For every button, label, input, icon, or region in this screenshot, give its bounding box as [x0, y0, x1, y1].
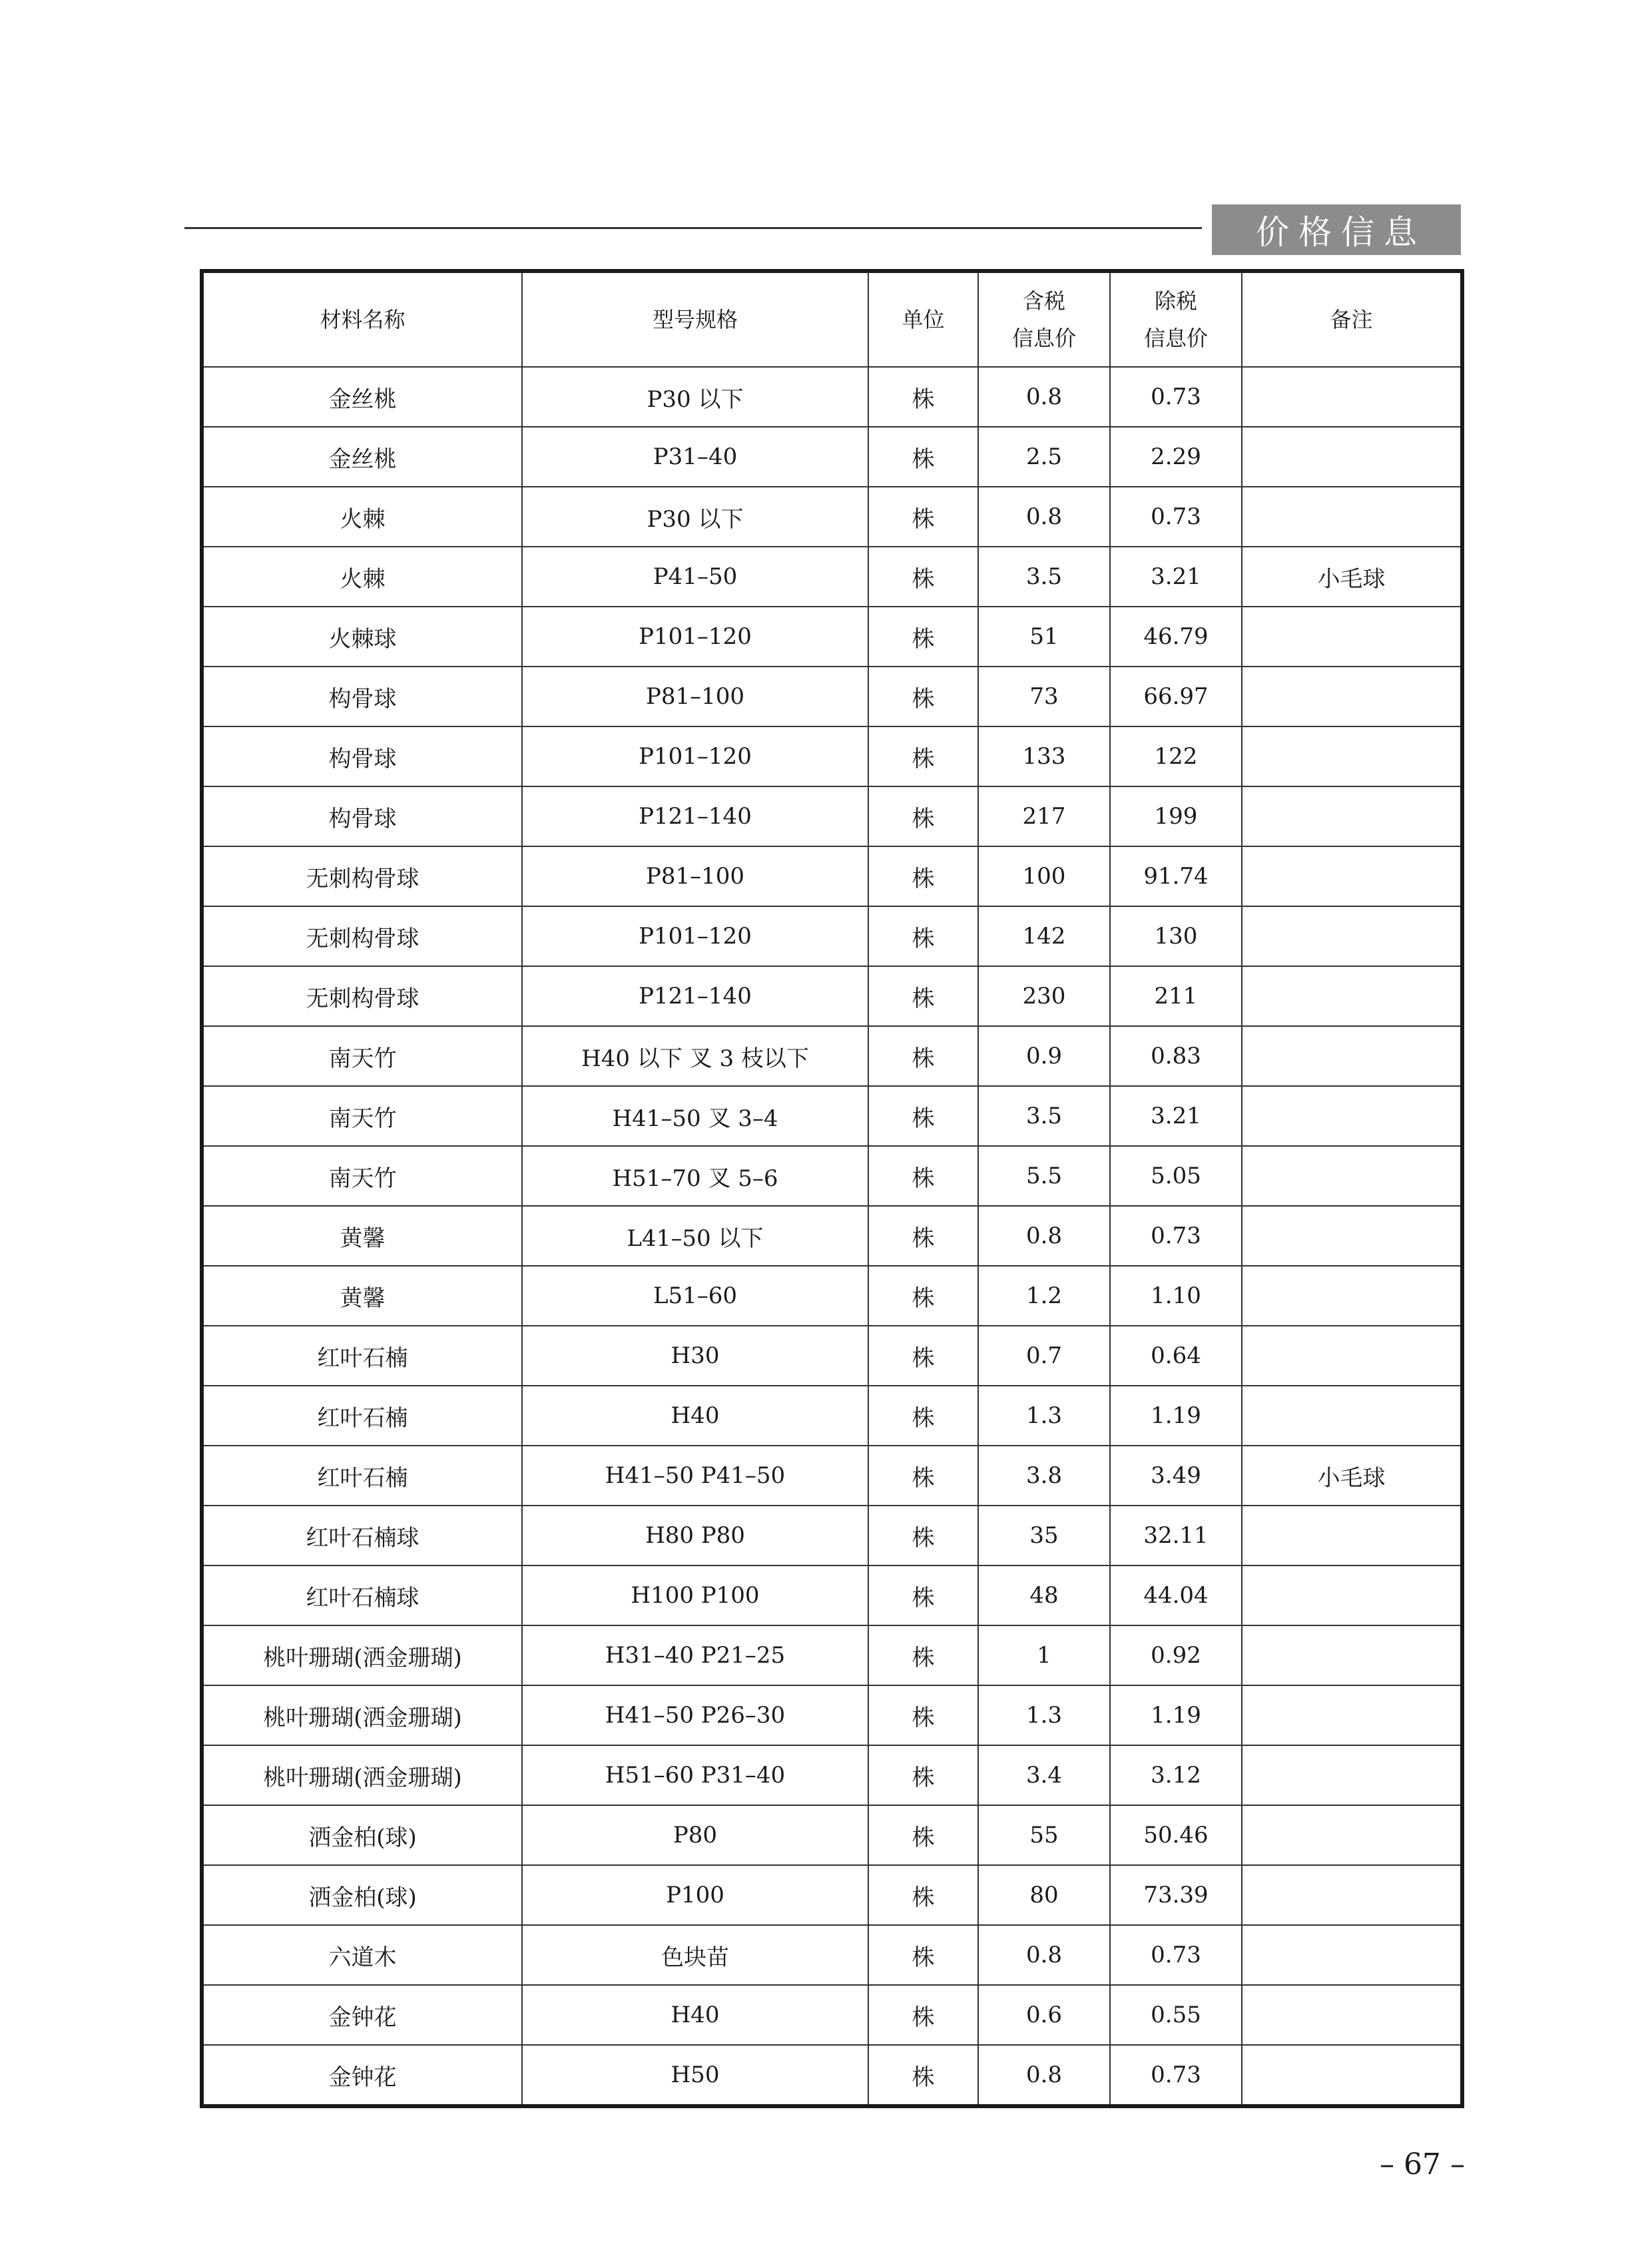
cell-tax-excluded-price: 0.73	[1110, 367, 1242, 427]
cell-tax-excluded-price: 130	[1110, 906, 1242, 966]
table-row	[202, 607, 1462, 667]
cell-name: 南天竹	[202, 1086, 522, 1146]
cell-tax-included-price: 5.5	[978, 1146, 1110, 1206]
cell-name: 洒金柏(球)	[202, 1865, 522, 1925]
cell-name: 红叶石楠	[202, 1326, 522, 1386]
cell-name: 南天竹	[202, 1146, 522, 1206]
cell-tax-included-price: 0.6	[978, 1985, 1110, 2045]
cell-name: 桃叶珊瑚(洒金珊瑚)	[202, 1625, 522, 1685]
cell-spec: H51–70 叉 5–6	[522, 1146, 868, 1206]
section-label: 价格信息	[1212, 204, 1461, 255]
cell-note	[1242, 607, 1462, 667]
cell-unit: 株	[868, 786, 978, 846]
table-row	[202, 1326, 1462, 1386]
cell-tax-excluded-price: 0.73	[1110, 487, 1242, 547]
cell-unit: 株	[868, 1745, 978, 1805]
price-table	[200, 269, 1464, 2108]
cell-name: 火棘	[202, 547, 522, 607]
table-row	[202, 1565, 1462, 1625]
cell-tax-included-price: 48	[978, 1565, 1110, 1625]
cell-tax-included-price: 80	[978, 1865, 1110, 1925]
cell-unit: 株	[868, 427, 978, 487]
cell-tax-excluded-price: 32.11	[1110, 1506, 1242, 1565]
header-tax-included-line2: 信息价	[1011, 326, 1076, 351]
page-number: – 67 –	[1380, 2147, 1465, 2181]
cell-tax-excluded-price: 91.74	[1110, 846, 1242, 906]
cell-note	[1242, 1745, 1462, 1805]
cell-note	[1242, 1326, 1462, 1386]
cell-spec: H41–50 P41–50	[522, 1446, 868, 1506]
cell-tax-excluded-price: 3.12	[1110, 1745, 1242, 1805]
cell-name: 红叶石楠球	[202, 1565, 522, 1625]
table-row	[202, 547, 1462, 607]
cell-note	[1242, 1206, 1462, 1266]
cell-unit: 株	[868, 726, 978, 786]
cell-unit: 株	[868, 607, 978, 667]
header-name: 材料名称	[202, 271, 522, 367]
cell-tax-excluded-price: 0.64	[1110, 1326, 1242, 1386]
cell-tax-included-price: 0.8	[978, 1925, 1110, 1985]
cell-name: 南天竹	[202, 1026, 522, 1086]
cell-spec: P101–120	[522, 607, 868, 667]
cell-name: 红叶石楠球	[202, 1506, 522, 1565]
cell-name: 金丝桃	[202, 367, 522, 427]
cell-unit: 株	[868, 367, 978, 427]
header-rule	[184, 227, 1202, 229]
cell-tax-included-price: 3.5	[978, 1086, 1110, 1146]
cell-spec: H41–50 叉 3–4	[522, 1086, 868, 1146]
cell-tax-included-price: 2.5	[978, 427, 1110, 487]
header-spec: 型号规格	[522, 271, 868, 367]
cell-spec: P41–50	[522, 547, 868, 607]
cell-unit: 株	[868, 1865, 978, 1925]
cell-name: 金钟花	[202, 2045, 522, 2106]
table-row	[202, 846, 1462, 906]
header-note: 备注	[1242, 271, 1462, 367]
cell-tax-excluded-price: 1.10	[1110, 1266, 1242, 1326]
header-unit: 单位	[868, 271, 978, 367]
cell-unit: 株	[868, 1925, 978, 1985]
cell-spec: P121–140	[522, 966, 868, 1026]
cell-tax-excluded-price: 5.05	[1110, 1146, 1242, 1206]
cell-unit: 株	[868, 1805, 978, 1865]
cell-tax-included-price: 55	[978, 1805, 1110, 1865]
cell-note	[1242, 966, 1462, 1026]
cell-spec: H80 P80	[522, 1506, 868, 1565]
cell-tax-excluded-price: 1.19	[1110, 1386, 1242, 1446]
cell-spec: H51–60 P31–40	[522, 1745, 868, 1805]
cell-name: 火棘球	[202, 607, 522, 667]
cell-spec: P101–120	[522, 726, 868, 786]
cell-spec: P81–100	[522, 667, 868, 726]
cell-note	[1242, 1146, 1462, 1206]
cell-unit: 株	[868, 667, 978, 726]
cell-note	[1242, 367, 1462, 427]
cell-spec: L41–50 以下	[522, 1206, 868, 1266]
header-tax-included-price	[978, 271, 1110, 367]
cell-spec: H30	[522, 1326, 868, 1386]
cell-name: 红叶石楠	[202, 1386, 522, 1446]
cell-tax-included-price: 1.2	[978, 1266, 1110, 1326]
cell-tax-excluded-price: 0.73	[1110, 2045, 1242, 2106]
cell-tax-excluded-price: 3.49	[1110, 1446, 1242, 1506]
cell-tax-included-price: 1.3	[978, 1386, 1110, 1446]
table-row	[202, 1685, 1462, 1745]
cell-tax-excluded-price: 50.46	[1110, 1805, 1242, 1865]
table-row	[202, 427, 1462, 487]
table-row	[202, 1925, 1462, 1985]
cell-tax-included-price: 73	[978, 667, 1110, 726]
cell-tax-included-price: 0.8	[978, 367, 1110, 427]
cell-note	[1242, 1985, 1462, 2045]
table-row	[202, 1086, 1462, 1146]
cell-spec: H40	[522, 1386, 868, 1446]
cell-spec: H31–40 P21–25	[522, 1625, 868, 1685]
table-row	[202, 1026, 1462, 1086]
cell-note: 小毛球	[1242, 547, 1462, 607]
cell-tax-excluded-price: 3.21	[1110, 1086, 1242, 1146]
cell-tax-included-price: 0.8	[978, 487, 1110, 547]
cell-spec: H40 以下 叉 3 枝以下	[522, 1026, 868, 1086]
table-row	[202, 1446, 1462, 1506]
cell-unit: 株	[868, 487, 978, 547]
cell-unit: 株	[868, 1086, 978, 1146]
cell-tax-included-price: 0.8	[978, 1206, 1110, 1266]
cell-tax-excluded-price: 2.29	[1110, 427, 1242, 487]
cell-tax-included-price: 3.8	[978, 1446, 1110, 1506]
table-row	[202, 1985, 1462, 2045]
cell-name: 桃叶珊瑚(洒金珊瑚)	[202, 1745, 522, 1805]
cell-note	[1242, 1865, 1462, 1925]
cell-tax-excluded-price: 0.83	[1110, 1026, 1242, 1086]
cell-tax-excluded-price: 211	[1110, 966, 1242, 1026]
cell-name: 火棘	[202, 487, 522, 547]
table-row	[202, 1625, 1462, 1685]
cell-tax-included-price: 1.3	[978, 1685, 1110, 1745]
cell-tax-excluded-price: 0.73	[1110, 1206, 1242, 1266]
cell-unit: 株	[868, 1146, 978, 1206]
cell-tax-excluded-price: 199	[1110, 786, 1242, 846]
cell-name: 六道木	[202, 1925, 522, 1985]
cell-spec: L51–60	[522, 1266, 868, 1326]
cell-note	[1242, 726, 1462, 786]
cell-tax-excluded-price: 0.73	[1110, 1925, 1242, 1985]
table-header-row	[202, 271, 1462, 367]
header-tax-excluded-line1: 除税	[1154, 288, 1197, 314]
cell-name: 无刺构骨球	[202, 846, 522, 906]
cell-unit: 株	[868, 1446, 978, 1506]
table-row	[202, 966, 1462, 1026]
cell-tax-excluded-price: 46.79	[1110, 607, 1242, 667]
cell-spec: P30 以下	[522, 487, 868, 547]
table-row	[202, 1386, 1462, 1446]
cell-note	[1242, 906, 1462, 966]
cell-unit: 株	[868, 966, 978, 1026]
header-tax-included-line1: 含税	[1022, 288, 1065, 314]
cell-tax-excluded-price: 66.97	[1110, 667, 1242, 726]
table-row	[202, 487, 1462, 547]
cell-note	[1242, 1266, 1462, 1326]
table-row	[202, 1266, 1462, 1326]
cell-unit: 株	[868, 1985, 978, 2045]
cell-note	[1242, 427, 1462, 487]
table-row	[202, 1745, 1462, 1805]
cell-tax-included-price: 217	[978, 786, 1110, 846]
cell-name: 金丝桃	[202, 427, 522, 487]
table-row	[202, 906, 1462, 966]
table-row	[202, 367, 1462, 427]
cell-name: 黄馨	[202, 1266, 522, 1326]
cell-spec: P101–120	[522, 906, 868, 966]
cell-tax-excluded-price: 73.39	[1110, 1865, 1242, 1925]
cell-tax-included-price: 0.8	[978, 2045, 1110, 2106]
cell-tax-included-price: 0.7	[978, 1326, 1110, 1386]
cell-name: 构骨球	[202, 726, 522, 786]
cell-tax-included-price: 142	[978, 906, 1110, 966]
table-row	[202, 2045, 1462, 2106]
cell-note	[1242, 1805, 1462, 1865]
cell-note	[1242, 1565, 1462, 1625]
table-row	[202, 1805, 1462, 1865]
cell-tax-excluded-price: 122	[1110, 726, 1242, 786]
cell-tax-included-price: 133	[978, 726, 1110, 786]
cell-name: 红叶石楠	[202, 1446, 522, 1506]
cell-spec: P31–40	[522, 427, 868, 487]
cell-unit: 株	[868, 846, 978, 906]
cell-note	[1242, 846, 1462, 906]
cell-tax-included-price: 3.5	[978, 547, 1110, 607]
table-row	[202, 1865, 1462, 1925]
cell-name: 构骨球	[202, 786, 522, 846]
cell-note	[1242, 667, 1462, 726]
cell-name: 构骨球	[202, 667, 522, 726]
cell-note	[1242, 1086, 1462, 1146]
cell-name: 金钟花	[202, 1985, 522, 2045]
cell-unit: 株	[868, 1685, 978, 1745]
cell-note	[1242, 1625, 1462, 1685]
cell-spec: H50	[522, 2045, 868, 2106]
cell-note	[1242, 1925, 1462, 1985]
table-body	[202, 367, 1462, 2106]
cell-name: 黄馨	[202, 1206, 522, 1266]
cell-name: 洒金柏(球)	[202, 1805, 522, 1865]
cell-unit: 株	[868, 906, 978, 966]
cell-unit: 株	[868, 1506, 978, 1565]
table-row	[202, 1146, 1462, 1206]
cell-tax-included-price: 51	[978, 607, 1110, 667]
cell-note: 小毛球	[1242, 1446, 1462, 1506]
cell-unit: 株	[868, 1266, 978, 1326]
cell-tax-included-price: 3.4	[978, 1745, 1110, 1805]
table-row	[202, 786, 1462, 846]
cell-tax-included-price: 230	[978, 966, 1110, 1026]
cell-tax-excluded-price: 44.04	[1110, 1565, 1242, 1625]
cell-tax-excluded-price: 3.21	[1110, 547, 1242, 607]
cell-tax-excluded-price: 0.55	[1110, 1985, 1242, 2045]
header-tax-excluded-line2: 信息价	[1143, 326, 1208, 351]
cell-spec: P80	[522, 1805, 868, 1865]
cell-tax-excluded-price: 1.19	[1110, 1685, 1242, 1745]
cell-spec: P121–140	[522, 786, 868, 846]
cell-spec: P81–100	[522, 846, 868, 906]
cell-note	[1242, 786, 1462, 846]
cell-note	[1242, 487, 1462, 547]
cell-note	[1242, 1685, 1462, 1745]
cell-note	[1242, 1386, 1462, 1446]
cell-name: 桃叶珊瑚(洒金珊瑚)	[202, 1685, 522, 1745]
cell-spec: H100 P100	[522, 1565, 868, 1625]
cell-unit: 株	[868, 1565, 978, 1625]
cell-tax-included-price: 100	[978, 846, 1110, 906]
cell-name: 无刺构骨球	[202, 966, 522, 1026]
cell-unit: 株	[868, 2045, 978, 2106]
cell-spec: H40	[522, 1985, 868, 2045]
cell-spec: P30 以下	[522, 367, 868, 427]
cell-note	[1242, 1506, 1462, 1565]
cell-unit: 株	[868, 1206, 978, 1266]
cell-tax-included-price: 1	[978, 1625, 1110, 1685]
table-row	[202, 726, 1462, 786]
cell-tax-excluded-price: 0.92	[1110, 1625, 1242, 1685]
table-row	[202, 1206, 1462, 1266]
header-tax-excluded-price	[1110, 271, 1242, 367]
cell-tax-included-price: 0.9	[978, 1026, 1110, 1086]
cell-unit: 株	[868, 1386, 978, 1446]
cell-unit: 株	[868, 547, 978, 607]
table-row	[202, 1506, 1462, 1565]
cell-spec: 色块苗	[522, 1925, 868, 1985]
cell-spec: P100	[522, 1865, 868, 1925]
cell-unit: 株	[868, 1625, 978, 1685]
cell-unit: 株	[868, 1026, 978, 1086]
cell-note	[1242, 1026, 1462, 1086]
cell-name: 无刺构骨球	[202, 906, 522, 966]
cell-tax-included-price: 35	[978, 1506, 1110, 1565]
cell-spec: H41–50 P26–30	[522, 1685, 868, 1745]
cell-unit: 株	[868, 1326, 978, 1386]
cell-note	[1242, 2045, 1462, 2106]
table-row	[202, 667, 1462, 726]
